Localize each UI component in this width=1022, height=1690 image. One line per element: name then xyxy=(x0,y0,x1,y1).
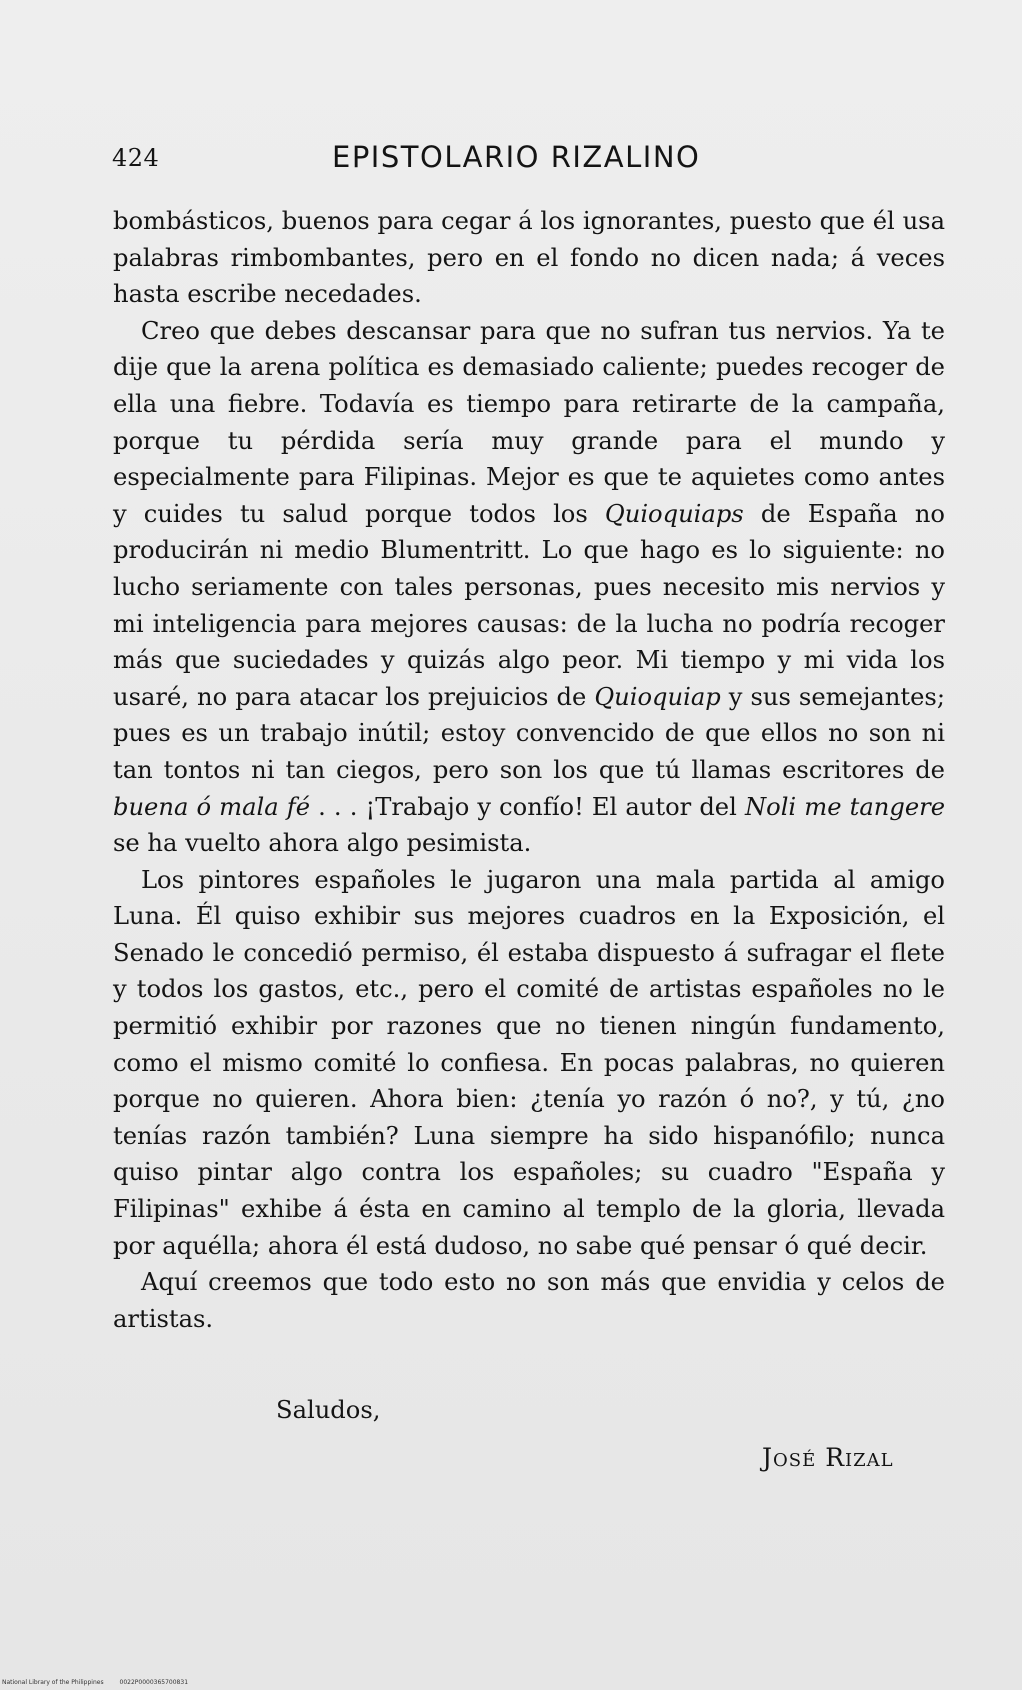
paragraph-3: Los pintores españoles le jugaron una mala partida al amigo Luna. Él quiso exhibir sus mejores cuadros en la Exposición, el Senado le concedió permiso, él estaba dispuesto á sufragar el flete y todos los gastos, etc., pero el comité de artistas españoles no le permitió exhibir por razones que no tienen ningún fundamento, como el mismo comité lo confiesa. En pocas palabras, no quieren porque no quieren. Ahora bien: ¿tenía yo razón ó no?, y tú, ¿no tenías razón también? Luna siempre ha sido hispanófilo; nunca quiso pintar algo contra los españoles; su cuadro "España y Filipinas" exhibe á ésta en camino al templo de la gloria, llevada por aquélla; ahora él está dudoso, no sabe qué pensar ó qué decir. xyxy=(113,865,945,1260)
paragraph-2-part-a: Creo que debes descansar para que no sufran tus nervios. Ya te dije que la arena política es demasiado caliente; puedes recoger de ella una fiebre. Todavía es tiempo para retirarte de la campaña, porque tu pérdida sería muy grande para el mundo y especialmente para Filipinas. Mejor es que te aquietes como antes y cuides tu salud porque todos los xyxy=(113,316,945,528)
paragraph-2-part-c: y sus semejantes; pues es un trabajo inútil; estoy convencido de que ellos no son ni tan tontos ni tan ciegos, pero son los que tú llamas escritores de xyxy=(113,682,945,784)
italic-quioquiap: Quioquiap xyxy=(594,682,721,711)
running-title: EPISTOLARIO RIZALINO xyxy=(332,140,701,174)
page-number: 424 xyxy=(112,144,160,172)
italic-quioquiaps: Quioquiaps xyxy=(604,499,744,528)
paragraph-1: bombásticos, buenos para cegar á los ignorantes, puesto que él usa palabras rimbombantes, pero en el fondo no dicen nada; á veces hasta escribe necedades. xyxy=(113,207,945,309)
paragraph-2 xyxy=(113,313,945,862)
paragraph-2-part-d: . . . ¡Trabajo y confío! El autor del xyxy=(310,792,745,821)
closing-salutation: Saludos, xyxy=(276,1396,381,1424)
paragraph-2-part-e: se ha vuelto ahora algo pesimista. xyxy=(113,829,532,858)
scan-footer xyxy=(2,1679,188,1686)
paragraph-4: Aquí creemos que todo esto no son más que envidia y celos de artistas. xyxy=(113,1268,945,1333)
italic-buena-o-mala-fe: buena ó mala fé xyxy=(113,792,311,821)
footer-code: 0022P0000365700831 xyxy=(119,1679,189,1686)
footer-library: National Library of the Philippines xyxy=(2,1679,104,1686)
page-header xyxy=(112,140,942,182)
paragraph-2-part-b: de España no producirán ni medio Blumentritt. Lo que hago es lo siguiente: no lucho seriamente con tales personas, pues necesito mis nervios y mi inteligencia para mejores causas: de la lucha no podría recoger más que suciedades y quizás algo peor. Mi tiempo y mi vida los usaré, no para atacar los prejuicios de xyxy=(113,499,945,711)
signature: José Rizal xyxy=(762,1443,894,1472)
italic-noli-me-tangere: Noli me tangere xyxy=(744,792,946,821)
body-text xyxy=(113,203,945,1337)
